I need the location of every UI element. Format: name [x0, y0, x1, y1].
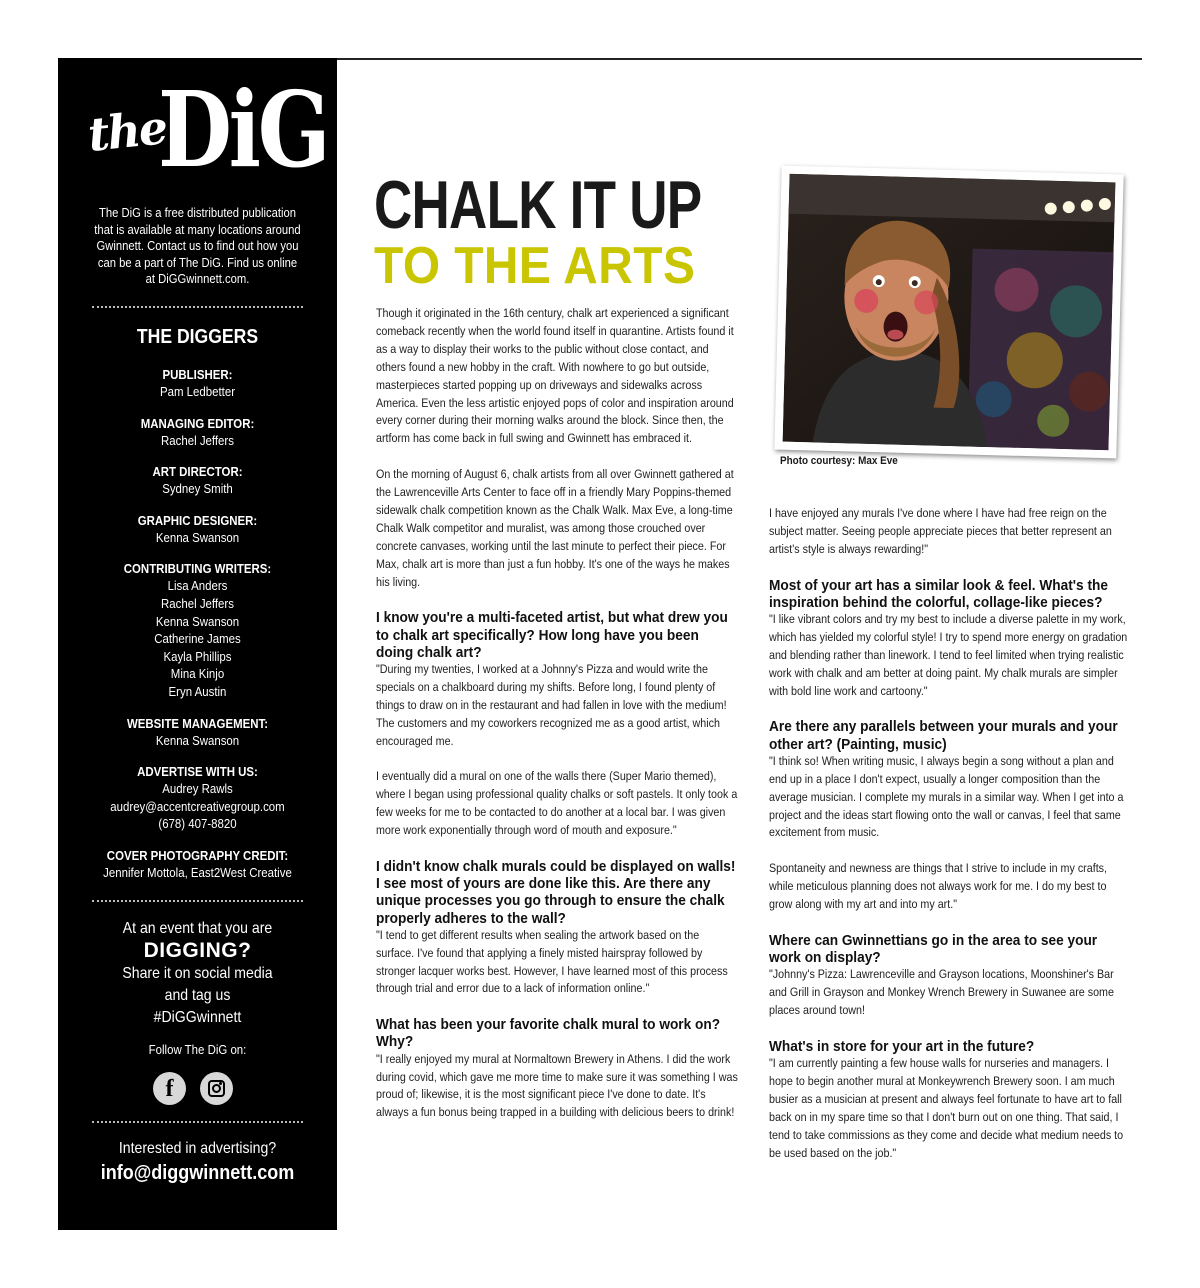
- question-heading: I didn't know chalk murals could be displayed on walls! I see most of yours are done like this. Are there any unique processes you go through to ensure the chalk properly adheres to the wall?: [376, 857, 736, 927]
- event-line: and tag us: [164, 987, 231, 1004]
- staff-name[interactable]: audrey@accentcreativegroup.com: [110, 798, 285, 814]
- article-subhead: TO THE ARTS: [374, 237, 696, 295]
- question-heading: I know you're a multi-faceted artist, but what drew you to chalk art specifically? How long have you been doing chalk art?: [376, 609, 728, 661]
- staff-group: [58, 366, 337, 401]
- staff-role: PUBLISHER:: [162, 367, 233, 382]
- body-paragraph: I have enjoyed any murals I've done where I have had free reign on the subject matter. Seeing people appreciate pieces that better represent an artist's style is always rewarding!": [769, 506, 1112, 556]
- staff-group: [58, 560, 337, 700]
- body-paragraph: I eventually did a mural on one of the walls there (Super Mario themed), where I began using professional quality chalks or soft pastels. It only took a few weeks for me to be contacted to do another at a local bar. I was given more work exponentially through word of mouth and exposure.": [376, 769, 738, 838]
- body-paragraph: "I think so! When writing music, I always begin a song without a plan and end up in a place I don't expect, usually a longer composition than the average musician. I complete my murals in a similar way. When I get into a project and the ideas start flowing onto the wall or canvas, I feel that same excitement from music.: [769, 753, 1124, 840]
- staff-name: Kenna Swanson: [155, 732, 240, 748]
- body-paragraph: "I tend to get different results when sealing the artwork based on the surface. I've found that applying a finely misted hairspray followed by stronger lacquer works best. However, I have learned most of this process through trial and error due to a lack of information online.": [376, 927, 728, 996]
- body-paragraph: "I really enjoyed my mural at Normaltown Brewery in Athens. I did the work during covid, which gave me more time to make sure it was something I was proud of; likewise, it is the most significant piece I've done to date. It's always a fun bonus being trapped in a building with delicious beers to drink!: [376, 1051, 738, 1120]
- body-paragraph: Though it originated in the 16th century, chalk art experienced a significant comeback recently when the world found itself in quarantine. Artists found it as a way to display their works to the public without close contact, and others found a new hobby in the craft. With nowhere to go but outside, masterpieces started popping up on driveways and sidewalks across America. Even the less artistic enjoyed pops of color and inspiration around every corner during their morning walks around the block. Since then, the artform has come back in full swing and Gwinnett has embraced it.: [376, 306, 734, 446]
- photo-image: [783, 174, 1116, 450]
- event-hashtag: #DiGGwinnett: [153, 1009, 242, 1026]
- staff-name: Rachel Jeffers: [161, 432, 234, 448]
- question-heading: Where can Gwinnettians go in the area to see your work on display?: [769, 931, 1098, 967]
- divider: [92, 1121, 303, 1123]
- article-headline: CHALK IT UP: [374, 167, 702, 243]
- top-rule: [336, 58, 1142, 60]
- logo-dig: DiG: [158, 68, 328, 191]
- event-digging: DIGGING?: [143, 939, 252, 962]
- staff-name: Kayla Phillips: [163, 648, 232, 664]
- divider: [92, 306, 303, 308]
- staff-name: Sydney Smith: [162, 481, 233, 497]
- advertising: [58, 1138, 337, 1186]
- divider: [92, 900, 303, 902]
- instagram-icon[interactable]: [200, 1072, 233, 1105]
- question-heading: Most of your art has a similar look & feel. What's the inspiration behind the colorful, collage-like pieces?: [769, 576, 1108, 611]
- advertising-question: Interested in advertising?: [118, 1140, 277, 1157]
- sidebar: [58, 58, 337, 1230]
- staff-name: Catherine James: [154, 631, 241, 647]
- staff-name: Kenna Swanson: [155, 529, 240, 545]
- social-links: [153, 1072, 243, 1106]
- staff-name: Kenna Swanson: [155, 613, 240, 629]
- body-paragraph: "I am currently painting a few house walls for nurseries and managers. I hope to begin another mural at Monkeywrench Brewery soon. I am much busier as a musician at present and always feel fortunate to have art to fall back on in my spare time so that I don't burn out on one thing. That said, I tend to take commissions as they come and decide what medium needs to be used based on the job.": [769, 1056, 1124, 1160]
- question-heading: What's in store for your art in the future?: [769, 1037, 1035, 1055]
- staff-group: [58, 715, 337, 750]
- staff-group: [58, 512, 337, 547]
- staff-role: WEBSITE MANAGEMENT:: [126, 715, 269, 731]
- diggers-title: THE DIGGERS: [136, 326, 259, 348]
- photo-credit: Photo courtesy: Max Eve: [780, 455, 898, 467]
- body-paragraph: Spontaneity and newness are things that I strive to include in my crafts, while meticulous planning does not always work for me. I do my best to grow along with my art and into my art.": [769, 861, 1108, 912]
- staff-role: COVER PHOTOGRAPHY CREDIT:: [106, 847, 289, 863]
- logo-the: the: [85, 100, 169, 162]
- event-line: Share it on social media: [122, 965, 273, 982]
- artist-photo: [774, 166, 1123, 459]
- staff-name: (678) 407-8820: [158, 816, 237, 832]
- body-paragraph: "I like vibrant colors and try my best to include a diverse palette in my work, which has yielded my colorful style! I try to spend more energy on gradation and blending rather than linework. I tend to feel limited when trying realistic work with chalk and am better at doing paint. My chalk murals are simpler with bold line work and cartoony.": [769, 612, 1128, 698]
- body-paragraph: "During my twenties, I worked at a Johnny's Pizza and would write the specials on a chalkboard during my shifts. Before long, I found plenty of things to draw on in the restaurant and had fallen in love with the medium! The customers and my coworkers recognized me as a good artist, which encouraged me.: [376, 661, 727, 748]
- event-promo: [58, 918, 337, 1029]
- staff-group: [58, 463, 337, 498]
- facebook-icon[interactable]: f: [153, 1072, 186, 1105]
- event-line: At an event that you are: [122, 920, 273, 937]
- question-heading: What has been your favorite chalk mural to work on? Why?: [376, 1016, 721, 1051]
- advertising-email[interactable]: info@diggwinnett.com: [100, 1162, 295, 1184]
- staff-role: CONTRIBUTING WRITERS:: [123, 561, 272, 577]
- staff-role: GRAPHIC DESIGNER:: [137, 512, 258, 528]
- staff-name: Pam Ledbetter: [159, 384, 236, 399]
- staff-group: [58, 763, 337, 833]
- article-column-1: [376, 305, 738, 1140]
- body-paragraph: On the morning of August 6, chalk artists from all over Gwinnett gathered at the Lawrenceville Arts Center to face off in a friendly Mary Poppins-themed sidewalk chalk competition known as the Chalk Walk. Max Eve, a long-time Chalk Walk competitor and muralist, was among those crouched over concrete canvases, working until the last minute to perfect their piece. For Max, chalk art is more than just a fun hobby. It's one of the ways he makes his living.: [376, 467, 734, 589]
- staff-name: Mina Kinjo: [170, 666, 225, 682]
- article-column-2: [769, 505, 1131, 1180]
- staff-role: ADVERTISE WITH US:: [137, 764, 258, 780]
- staff-group: [58, 415, 337, 450]
- staff-name: Rachel Jeffers: [161, 595, 234, 611]
- body-paragraph: "Johnny's Pizza: Lawrenceville and Grayson locations, Moonshiner's Bar and Grill in Grayson and Monkey Wrench Brewery in Suwanee are some places around town!: [769, 967, 1114, 1018]
- the-dig-logo: [58, 68, 337, 196]
- follow-label: Follow The DiG on:: [148, 1042, 247, 1057]
- question-heading: Are there any parallels between your murals and your other art? (Painting, music): [769, 718, 1118, 753]
- staff-name: Eryn Austin: [168, 683, 227, 699]
- staff-role: MANAGING EDITOR:: [140, 415, 255, 431]
- staff-group: [58, 847, 337, 882]
- staff-name: Lisa Anders: [167, 578, 228, 594]
- staff-list: [58, 366, 337, 896]
- staff-name: Jennifer Mottola, East2West Creative: [103, 864, 292, 880]
- staff-name: Audrey Rawls: [162, 781, 233, 797]
- staff-role: ART DIRECTOR:: [152, 464, 243, 480]
- sidebar-intro: The DiG is a free distributed publication that is available at many locations around Gwinnett. Contact us to find out how you can be a part of The DiG. Find us online at DiGGwinnett.com.: [94, 206, 301, 286]
